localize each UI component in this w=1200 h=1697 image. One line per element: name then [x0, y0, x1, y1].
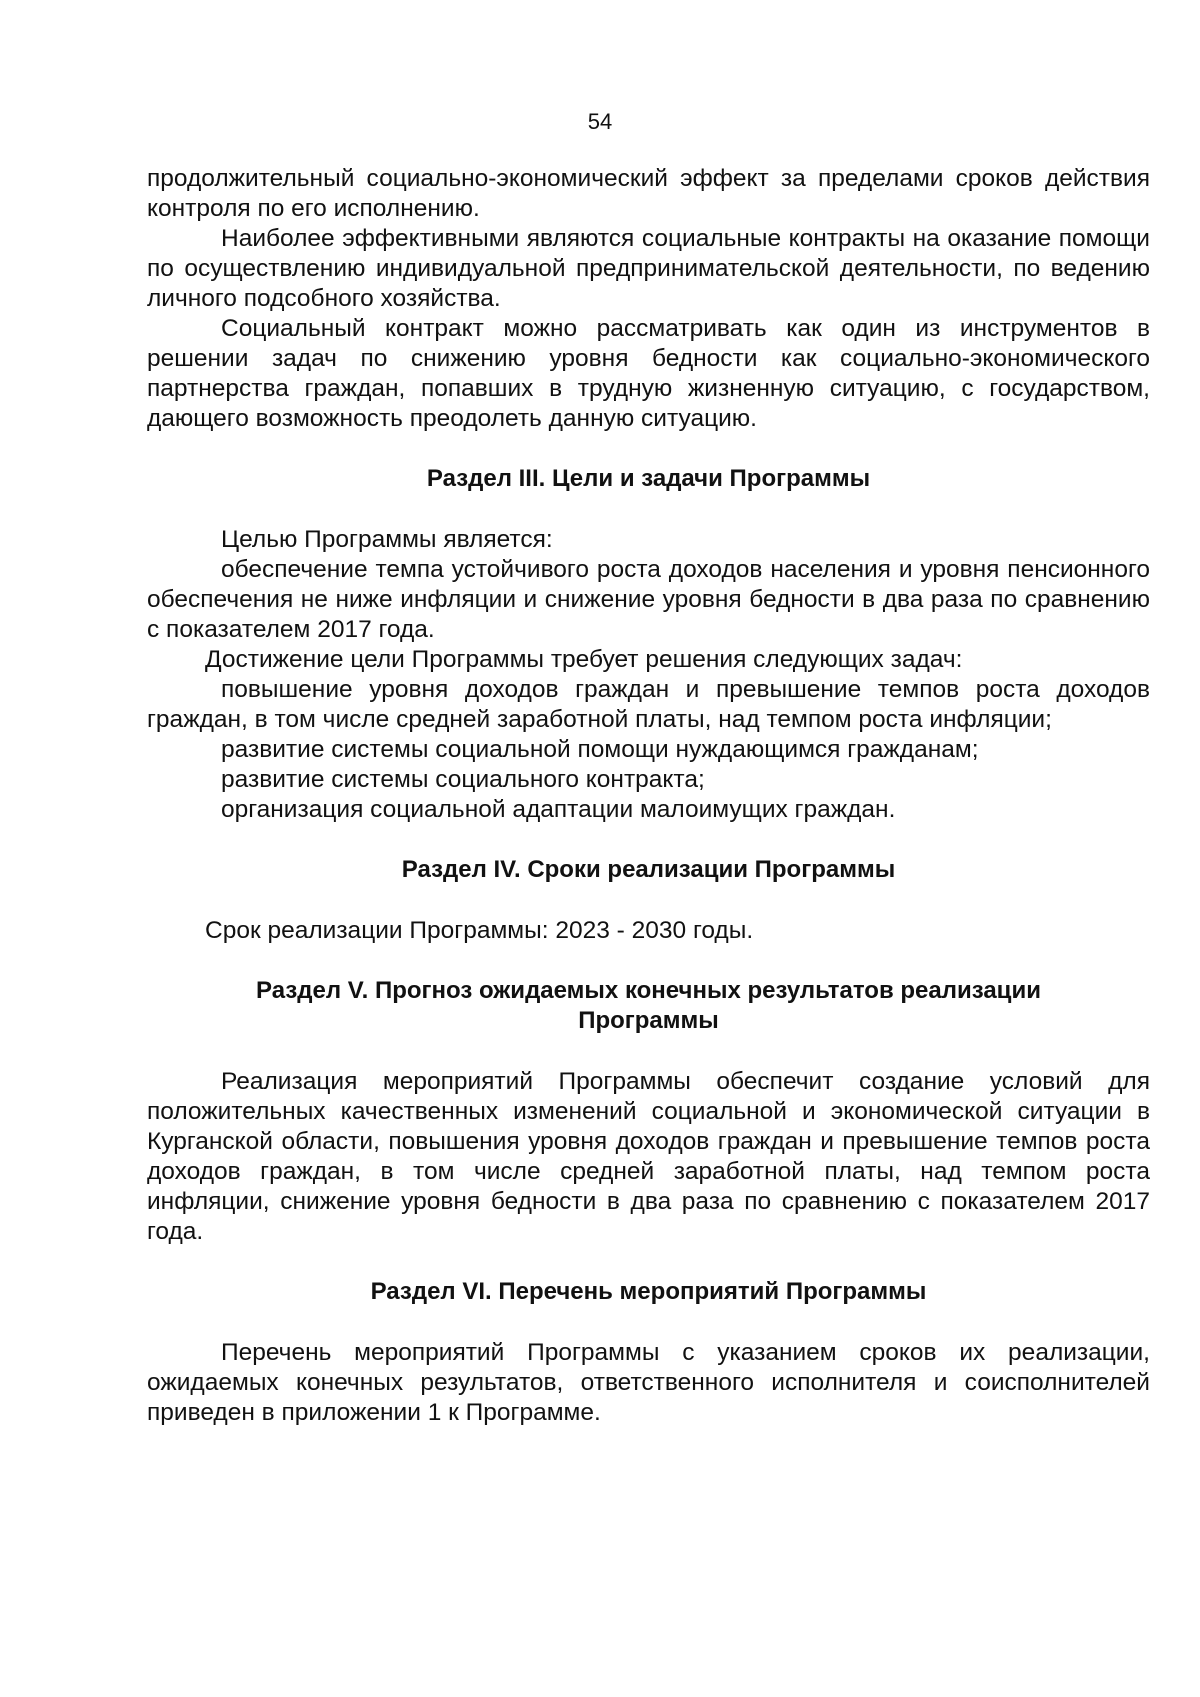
section-3-goal: обеспечение темпа устойчивого роста доходов населения и уровня пенсионного обеспечения не ниже инфляции и снижение уровня бедности в два раза по сравнению с показателем 2017 года.: [147, 556, 1150, 643]
document-body: [147, 164, 1150, 1428]
section-5-title-line-1: Раздел V. Прогноз ожидаемых конечных результатов реализации: [256, 977, 1041, 1004]
section-4-title: Раздел IV. Сроки реализации Программы: [401, 856, 896, 883]
intro-paragraph-3: Социальный контракт можно рассматривать как один из инструментов в решении задач по снижению уровня бедности как социально-экономического партнерства граждан, попавших в трудную жизненную ситуацию, с государством, дающего возможность преодолеть данную ситуацию.: [147, 315, 1150, 432]
section-6-text: Перечень мероприятий Программы с указанием сроков их реализации, ожидаемых конечных результатов, ответственного исполнителя и соисполнителей приведен в приложении 1 к Программе.: [147, 1339, 1150, 1426]
section-3-task-3: развитие системы социального контракта;: [221, 766, 705, 793]
section-3-task-1: повышение уровня доходов граждан и превышение темпов роста доходов граждан, в том числе средней заработной платы, над темпом роста инфляции;: [147, 676, 1150, 733]
intro-paragraph-1: продолжительный социально-экономический эффект за пределами сроков действия контроля по его исполнению.: [147, 165, 1150, 222]
section-5-title: [147, 976, 1150, 1036]
section-5-title-line-2: Программы: [578, 1007, 719, 1034]
section-4-text: Срок реализации Программы: 2023 - 2030 годы.: [205, 917, 754, 944]
section-6-title: Раздел VI. Перечень мероприятий Программы: [370, 1278, 927, 1305]
page-number: 54: [587, 109, 613, 134]
section-3-title: Раздел III. Цели и задачи Программы: [426, 465, 871, 492]
section-3-goal-intro: Целью Программы является:: [221, 526, 553, 553]
intro-paragraph-2: Наиболее эффективными являются социальные контракты на оказание помощи по осуществлению индивидуальной предпринимательской деятельности, по ведению личного подсобного хозяйства.: [147, 225, 1150, 312]
section-3-tasks-intro: Достижение цели Программы требует решения следующих задач:: [205, 646, 963, 673]
section-5-text: Реализация мероприятий Программы обеспечит создание условий для положительных качественных изменений социальной и экономической ситуации в Курганской области, повышения уровня доходов граждан и превышение темпов роста доходов граждан, в том числе средней заработной платы, над темпом роста инфляции, снижение уровня бедности в два раза по сравнению с показателем 2017 года.: [147, 1068, 1150, 1245]
section-3-task-4: организация социальной адаптации малоимущих граждан.: [221, 796, 896, 823]
section-3-task-2: развитие системы социальной помощи нуждающимся гражданам;: [221, 736, 979, 763]
